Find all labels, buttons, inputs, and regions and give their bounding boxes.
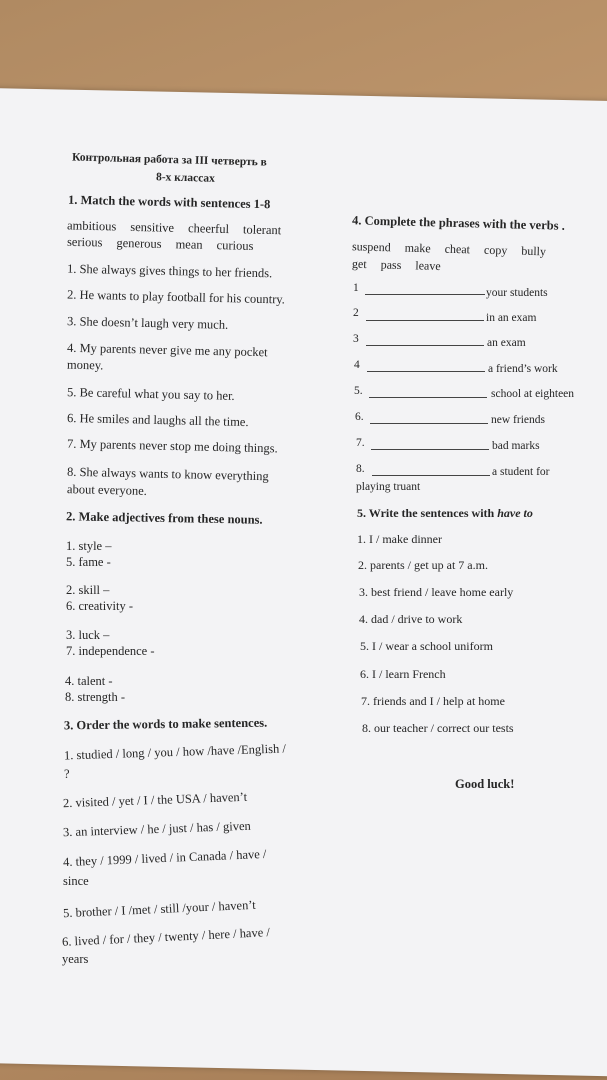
- verb-get: get: [351, 256, 367, 272]
- section3-item: 6. lived / for / they / twenty / here / have /: [61, 925, 271, 949]
- title-line-2: 8-х классах: [155, 171, 216, 185]
- title-line-1: Контрольная работа за III четверть в: [71, 151, 267, 169]
- answer-blank: [365, 294, 485, 295]
- answer-blank: [367, 371, 485, 372]
- word-mean: mean: [175, 237, 203, 252]
- section1-sentence: 7. My parents never stop me doing things.: [66, 436, 278, 456]
- section3-item: 2. visited / yet / I / the USA / haven’t: [62, 789, 248, 811]
- section4-verbs-row2: [352, 257, 455, 275]
- section5-item: 5. I / wear a school uniform: [360, 639, 493, 653]
- section1-words-row2: [67, 235, 268, 255]
- section3-item: 5. brother / I /met / still /your / haven’t: [62, 897, 256, 921]
- word-tolerant: tolerant: [242, 222, 282, 238]
- phrase-ending: a student for: [492, 466, 550, 478]
- verb-copy: copy: [483, 242, 508, 258]
- section2-item: 7. independence -: [66, 644, 155, 658]
- section1-sentence: about everyone.: [66, 482, 147, 498]
- phrase-ending: in an exam: [486, 312, 537, 324]
- section2-item: 6. creativity -: [66, 599, 133, 613]
- section1-sentence: 8. She always wants to know everything: [66, 464, 269, 484]
- answer-blank: [366, 320, 484, 321]
- section1-sentence: 5. Be careful what you say to her.: [66, 385, 235, 403]
- word-sensitive: sensitive: [130, 219, 175, 235]
- verb-make: make: [404, 240, 431, 256]
- section2-item: 8. strength -: [65, 690, 126, 704]
- section3-item: since: [63, 874, 89, 888]
- phrase-number: 8.: [356, 463, 365, 475]
- verb-bully: bully: [521, 243, 547, 259]
- phrase-number: 2: [353, 307, 359, 319]
- closing-text: Good luck!: [455, 777, 515, 791]
- section2-item: 2. skill –: [66, 583, 110, 597]
- word-ambitious: ambitious: [66, 218, 117, 234]
- section3-heading: 3. Order the words to make sentences.: [63, 715, 268, 733]
- verb-suspend: suspend: [351, 239, 391, 255]
- section2-item: 3. luck –: [66, 628, 110, 642]
- answer-blank: [369, 397, 487, 398]
- section5-item: 4. dad / drive to work: [359, 612, 463, 626]
- word-generous: generous: [116, 235, 162, 251]
- section5-item: 6. I / learn French: [360, 667, 446, 681]
- phrase-extra: playing truant: [356, 481, 421, 493]
- verb-pass: pass: [380, 257, 402, 272]
- section5-item: 1. I / make dinner: [357, 532, 442, 546]
- word-curious: curious: [216, 238, 254, 253]
- section2-heading: 2. Make adjectives from these nouns.: [65, 509, 263, 527]
- section4-heading: 4. Complete the phrases with the verbs .: [351, 213, 566, 233]
- verb-leave: leave: [415, 258, 441, 273]
- section3-item: years: [62, 952, 89, 966]
- section1-sentence: 3. She doesn’t laugh very much.: [66, 314, 229, 332]
- section2-item: 4. talent -: [65, 674, 113, 688]
- answer-blank: [372, 475, 490, 476]
- section5-item: 7. friends and I / help at home: [361, 694, 505, 708]
- section1-sentence: 4. My parents never give me any pocket: [66, 340, 268, 360]
- phrase-number: 3: [353, 333, 359, 345]
- section5-item: 3. best friend / leave home early: [359, 585, 514, 599]
- section2-item: 5. fame -: [66, 555, 111, 569]
- section5-item: 8. our teacher / correct our tests: [362, 721, 514, 735]
- phrase-number: 5.: [354, 385, 363, 397]
- answer-blank: [371, 449, 489, 450]
- section5-heading: [357, 506, 533, 521]
- phrase-number: 7.: [356, 437, 365, 449]
- answer-blank: [370, 423, 488, 424]
- section3-item: 3. an interview / he / just / has / given: [62, 818, 251, 840]
- answer-blank: [366, 345, 484, 346]
- phrase-ending: bad marks: [492, 440, 540, 452]
- section5-item: 2. parents / get up at 7 a.m.: [358, 558, 488, 572]
- section3-item: ?: [64, 767, 70, 781]
- word-serious: serious: [66, 234, 103, 250]
- section3-item: 4. they / 1999 / lived / in Canada / have /: [62, 846, 267, 870]
- phrase-ending: new friends: [491, 414, 545, 426]
- phrase-ending: an exam: [487, 337, 526, 349]
- section1-sentence: 2. He wants to play football for his country.: [66, 287, 286, 307]
- phrase-number: 6.: [355, 411, 364, 423]
- verb-cheat: cheat: [444, 241, 471, 257]
- section1-sentence: 6. He smiles and laughs all the time.: [66, 410, 249, 430]
- phrase-ending: school at eighteen: [491, 388, 575, 400]
- phrase-ending: a friend’s work: [488, 363, 558, 375]
- section1-sentence: money.: [66, 357, 104, 373]
- section1-heading: 1. Match the words with sentences 1-8: [67, 192, 271, 212]
- phrase-number: 4: [354, 359, 360, 371]
- section2-item: 1. style –: [66, 539, 112, 553]
- section3-item: 1. studied / long / you / how /have /English /: [63, 741, 287, 763]
- section5-heading-text: 5. Write the sentences with: [357, 506, 498, 520]
- word-cheerful: cheerful: [187, 221, 230, 237]
- section5-heading-emphasis: have to: [497, 506, 533, 520]
- section1-sentence: 1. She always gives things to her friends.: [66, 261, 273, 281]
- phrase-number: 1: [353, 282, 359, 294]
- phrase-ending: your students: [486, 287, 548, 299]
